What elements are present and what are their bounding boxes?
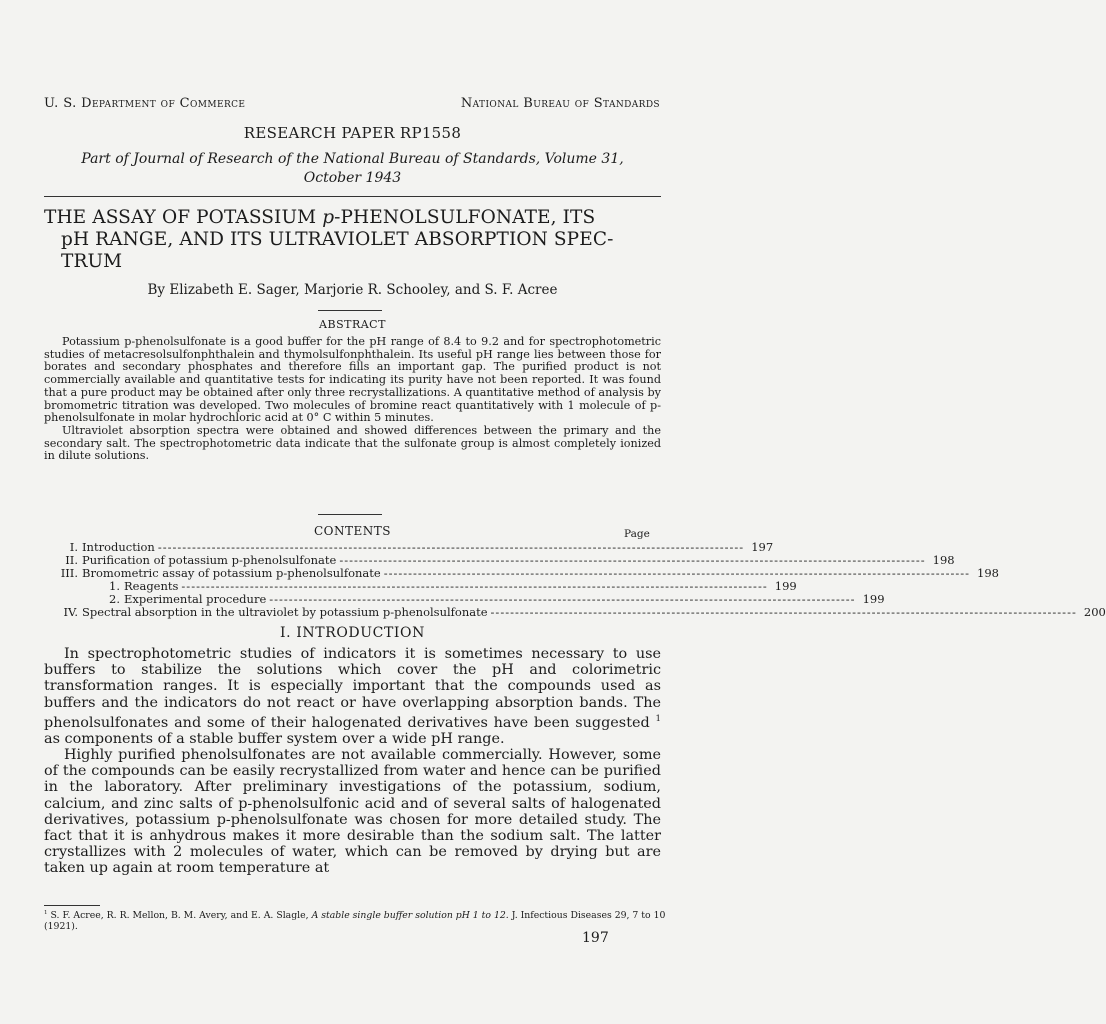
journal-line-1: Part of Journal of Research of the National Bureau of Standards, Volume 31, bbox=[81, 151, 624, 167]
toc-entry[interactable]: IV. Spectral absorption in the ultraviolet by potassium p-phenolsulfonate ------------------------------------------------------------------------------------------------------------------------ 200 bbox=[63, 605, 1106, 619]
toc-leader-dots: ------------------------------------------------------------------------------------------------------------------------ bbox=[157, 540, 745, 554]
footnote: $^1$ S. F. Acree, R. R. Mellon, B. M. Avery, and E. A. Slagle, A stable single buffer solution pH 1 to 12. J. Infectious Diseases 29, 7 to 10 (1921). bbox=[44, 910, 666, 933]
body-paragraph: In spectrophotometric studies of indicators it is sometimes necessary to use buffers to stabilize the solutions which cover the pH and colorimetric transformation ranges. It is especially important that the compounds used as buffers and the indicators do not react or have overlapping absorption bands. The phenolsulfonates and some of their halogenated derivatives have been suggested $^1$ as components of a stable buffer system over a wide pH range. bbox=[44, 646, 662, 747]
research-paper-number: RESEARCH PAPER RP1558 bbox=[243, 124, 462, 142]
abstract-text bbox=[44, 336, 661, 463]
toc-leader-dots: ------------------------------------------------------------------------------------------------------------------------ bbox=[383, 566, 970, 580]
abstract-heading: ABSTRACT bbox=[319, 318, 386, 331]
toc-leader-dots: ------------------------------------------------------------------------------------------------------------------------ bbox=[181, 579, 768, 593]
header-department: U. S. Department of Commerce bbox=[44, 96, 246, 111]
footnote-rule bbox=[44, 905, 100, 906]
table-of-contents bbox=[44, 540, 1106, 619]
contents-rule bbox=[318, 514, 382, 515]
title-line-1: THE ASSAY OF POTASSIUM p-PHENOLSULFONATE, ITS bbox=[44, 207, 596, 228]
toc-entry[interactable]: II. Purification of potassium p-phenolsulfonate ------------------------------------------------------------------------------------------------------------------------ 198 bbox=[65, 553, 955, 567]
toc-leader-dots: ------------------------------------------------------------------------------------------------------------------------ bbox=[339, 553, 926, 567]
paper-title bbox=[44, 207, 664, 273]
abstract-paragraph: Potassium p-phenolsulfonate is a good buffer for the pH range of 8.4 to 9.2 and for spectrophotometric studies of metacresolsulfonphthalein and thymolsulfonphthalein. Its useful pH range lies between those for borates and secondary phosphates and therefore fills an important gap. The purified product is not commercially available and quantitative tests for indicating its purity have not been reported. It was found that a pure product may be obtained after only three recrystallizations. A quantitative method of analysis by bromometric titration was developed. Two molecules of bromine react quantitatively with 1 molecule of p-phenolsulfonate in molar hydrochloric acid at 0° C within 5 minutes. bbox=[44, 335, 661, 425]
body-paragraph: Highly purified phenolsulfonates are not available commercially. However, some of the compounds can be easily recrystallized from water and hence can be purified in the laboratory. After preliminary investigations of the potassium, sodium, calcium, and zinc salts of p-phenolsulfonic acid and of several salts of halogenated derivatives, potassium p-phenolsulfonate was chosen for more detailed study. The fact that it is anhydrous makes it more desirable than the sodium salt. The latter crystallizes with 2 molecules of water, which can be removed by drying but are taken up again at room temperature at bbox=[44, 747, 661, 877]
author-list: By Elizabeth E. Sager, Marjorie R. Schooley, and S. F. Acree bbox=[147, 282, 558, 298]
toc-entry[interactable]: 2. Experimental procedure ------------------------------------------------------------------------------------------------------------------------ 199 bbox=[109, 592, 885, 606]
header-rule bbox=[44, 196, 661, 197]
header-bureau: National Bureau of Standards bbox=[460, 96, 660, 111]
abstract-rule bbox=[318, 310, 382, 311]
contents-heading: CONTENTS bbox=[313, 524, 391, 538]
toc-leader-dots: ------------------------------------------------------------------------------------------------------------------------ bbox=[490, 605, 1077, 619]
toc-leader-dots: ------------------------------------------------------------------------------------------------------------------------ bbox=[269, 592, 856, 606]
title-line-3: TRUM bbox=[61, 251, 123, 272]
footnote-reference[interactable]: 1 bbox=[655, 713, 662, 724]
toc-entry[interactable]: 1. Reagents ------------------------------------------------------------------------------------------------------------------------ 199 bbox=[109, 579, 797, 593]
abstract-paragraph: Ultraviolet absorption spectra were obtained and showed differences between the primary and the secondary salt. The spectrophotometric data indicate that the sulfonate group is almost completely ionized in dilute solutions. bbox=[44, 423, 661, 463]
journal-citation bbox=[0, 150, 705, 188]
title-line-2: pH RANGE, AND ITS ULTRAVIOLET ABSORPTION SPEC- bbox=[61, 229, 614, 250]
toc-entry[interactable]: III. Bromometric assay of potassium p-phenolsulfonate ------------------------------------------------------------------------------------------------------------------------ 198 bbox=[60, 566, 999, 580]
contents-page-label: Page bbox=[624, 528, 650, 540]
journal-line-2: October 1943 bbox=[303, 170, 402, 186]
section-heading-introduction: I. INTRODUCTION bbox=[280, 625, 425, 641]
toc-entry[interactable]: I. Introduction ------------------------------------------------------------------------------------------------------------------------ 197 bbox=[69, 540, 774, 554]
introduction-text bbox=[44, 646, 661, 877]
page-number: 197 bbox=[582, 930, 609, 946]
